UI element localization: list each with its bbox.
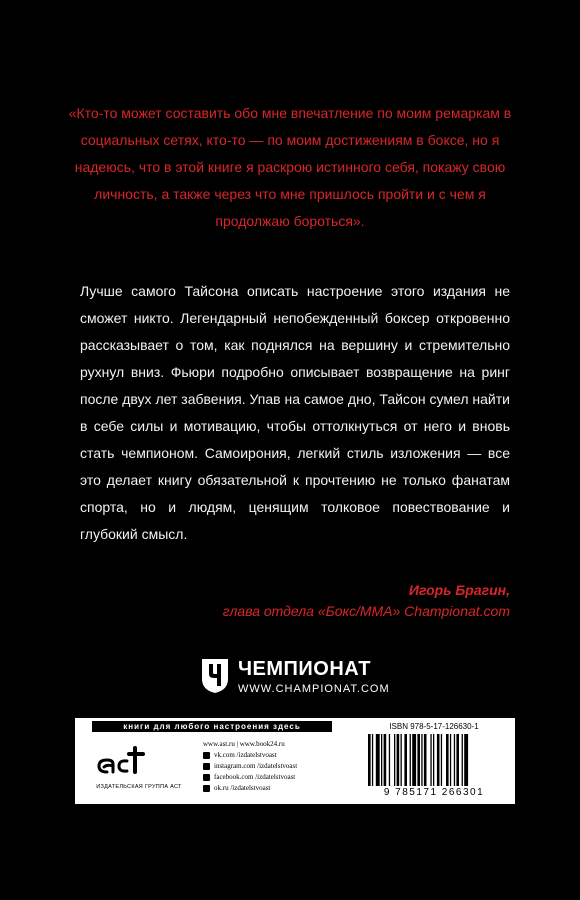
link-text[interactable]: vk.com /izdatelstvoast [214,751,277,759]
link-row [203,739,297,750]
barcode-stripe [404,734,407,786]
link-text[interactable]: facebook.com /izdatelstvoast [214,773,296,781]
championat-name: ЧЕМПИОНАТ [238,658,371,680]
barcode-stripe [412,734,416,786]
signature [223,580,510,622]
barcode-stripe [430,734,431,786]
isbn-text: ISBN 978-5-17-126630-1 [389,722,479,731]
signature-name: Игорь Брагин, [408,582,510,598]
link-row [203,750,297,761]
barcode-stripe [381,734,382,786]
publisher-imprint [75,718,515,804]
barcode-stripe [424,734,427,786]
link-text[interactable]: instagram.com /izdatelstvoast [214,762,298,770]
barcode-stripe [433,734,434,786]
quote-text: «Кто-то может составить обо мне впечатление по моим ремаркам в социальных сетях, кто-то — по моим достижениям в боксе, но я надеюсь, что в этой книге я раскрою истинного себя, покажу свою личность, а также через что мне пришлось пройти и с чем я продолжаю бороться». [68,105,512,229]
barcode-stripe [441,734,442,786]
championat-shield-icon [200,658,230,694]
barcode-stripe [421,734,422,786]
barcode-stripe [464,734,468,786]
link-row [203,783,297,794]
publisher-name: ИЗДАТЕЛЬСКАЯ ГРУППА АСТ [96,784,182,790]
barcode-stripe [368,734,371,786]
barcode-stripe [450,734,451,786]
publisher-links [203,739,297,794]
imprint-tagline: книги для любого настроения здесь [92,721,332,732]
barcode-stripe [376,734,380,786]
barcode-stripe [401,734,402,786]
barcode-stripe [384,734,387,786]
championat-logo [200,658,400,702]
barcode-bars [368,734,500,786]
vk-icon [203,752,210,759]
barcode-stripe [446,734,449,786]
book-description: Лучше самого Тайсона описать настроение этого издания не сможет никто. Легендарный непобежденный боксер откровенно рассказывает о том, как поднялся на вершину и стремительно рухнул вниз. Фьюри подробно описывает возвращение на ринг после двух лет забвения. Упав на самое дно, Тайсон сумел найти в себе силы и мотивацию, чтобы оттолкнуться от него и вновь стать чемпионом. Самоирония, легкий стиль изложения — все это делает книгу обязательной к прочтению не только фанатам спорта, но и людям, ценящим толковое повествование и глубокий смысл. [80,283,510,542]
link-text[interactable]: ok.ru /izdatelstvoast [214,784,271,792]
barcode-stripe [394,734,395,786]
ast-logo-icon [93,742,149,778]
ean-text: 9 785171 266301 [383,787,485,798]
link-text[interactable]: www.ast.ru | www.book24.ru [203,740,285,748]
link-row [203,761,297,772]
barcode-stripe [417,734,420,786]
championat-url: WWW.CHAMPIONAT.COM [238,683,390,695]
link-row [203,772,297,783]
ok-icon [203,785,210,792]
facebook-icon [203,774,210,781]
instagram-icon [203,763,210,770]
barcode-stripe [437,734,440,786]
barcode-stripe [454,734,455,786]
barcode-stripe [397,734,400,786]
barcode [360,722,508,800]
barcode-stripe [462,734,463,786]
barcode-stripe [372,734,373,786]
barcode-stripe [456,734,459,786]
signature-role: глава отдела «Бокс/ММА» Championat.com [222,603,510,619]
barcode-stripe [410,734,411,786]
barcode-stripe [389,734,390,786]
